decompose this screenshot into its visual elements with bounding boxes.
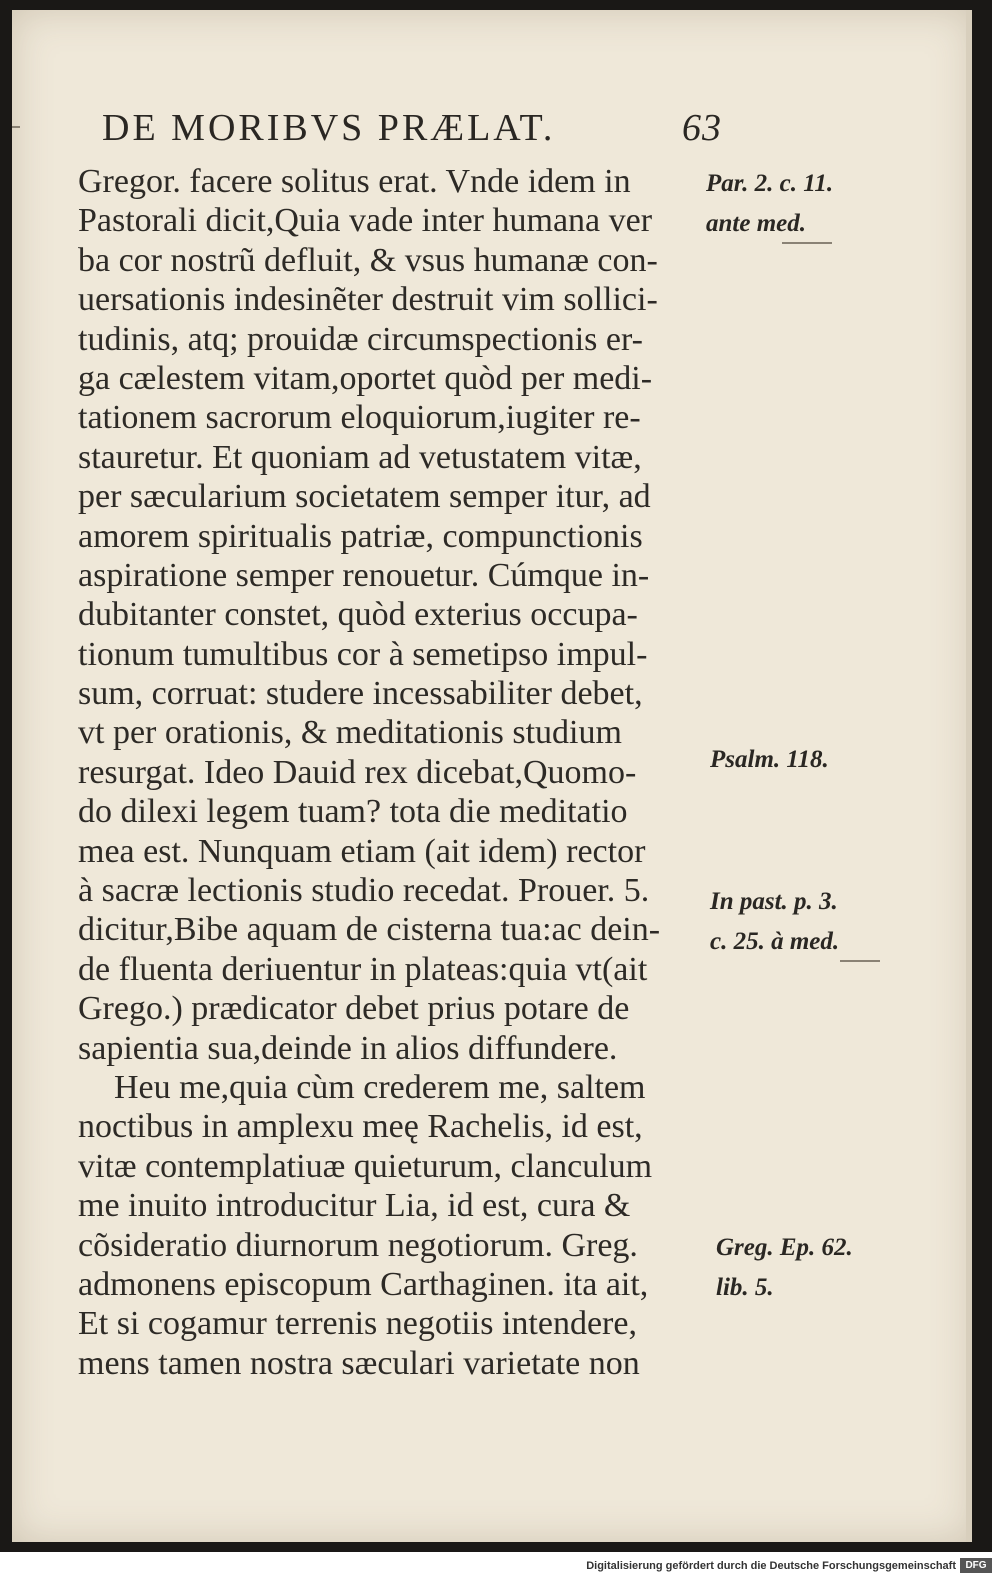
text-line: ga cælestem vitam,oportet quòd per medi- (78, 359, 653, 397)
text-line: Gregor. facere solitus erat. Vnde idem in (78, 163, 631, 200)
text-line: Et si cogamur terrenis negotiis intendere, (78, 1305, 637, 1343)
text-line: stauretur. Et quoniam ad vetustatem vitæ, (78, 438, 642, 476)
page-edge (966, 10, 972, 1542)
text-line: tationem sacrorum eloquiorum,iugiter re- (78, 399, 641, 437)
margin-note: lib. 5. (716, 1274, 774, 1301)
text-line: aspiratione semper renouetur. Cúmque in- (78, 556, 650, 594)
margin-note: Par. 2. c. 11. (706, 170, 834, 197)
footer-credit: Digitalisierung gefördert durch die Deutsche Forschungsgemeinschaft (586, 1560, 956, 1572)
margin-note: ante med. (706, 210, 806, 237)
ink-mark (782, 242, 832, 244)
text-line: me inuito introducitur Lia, id est, cura & (78, 1187, 631, 1225)
text-line: noctibus in amplexu meę Rachelis, id est, (78, 1108, 643, 1146)
dfg-logo-icon: DFG (960, 1558, 992, 1573)
running-title: DE MORIBVS PRÆLAT. (102, 107, 556, 149)
text-line: sapientia sua,deinde in alios diffundere. (78, 1029, 618, 1067)
running-header (102, 106, 722, 156)
ink-mark (840, 960, 880, 962)
text-line: Grego.) prædicator debet prius potare de (78, 990, 630, 1028)
text-line: vt per orationis, & meditationis studium (78, 714, 622, 752)
text-line: à sacræ lectionis studio recedat. Prouer. 5. (78, 872, 650, 910)
text-line: uersationis indesinẽter destruit vim sollici- (78, 281, 658, 319)
text-line: Pastorali dicit,Quia vade inter humana ver (78, 202, 653, 240)
paragraph-start-line: Heu me,quia cùm crederem me, saltem (114, 1068, 646, 1106)
text-line: admonens episcopum Carthaginen. ita ait, (78, 1265, 649, 1303)
text-line: resurgat. Ideo Dauid rex dicebat,Quomo- (78, 753, 637, 791)
text-line: dicitur,Bibe aquam de cisterna tua:ac dein- (78, 911, 661, 949)
text-line: tionum tumultibus cor à semetipso impul- (78, 635, 648, 673)
text-line: de fluenta deriuentur in plateas:quia vt(ait (78, 950, 648, 988)
text-line: ba cor nostrũ defluit, & vsus humanæ con- (78, 241, 658, 279)
text-line: amorem spiritualis patriæ, compunctionis (78, 517, 643, 555)
text-line: dubitanter constet, quòd exterius occupa- (78, 596, 638, 634)
text-line: mea est. Nunquam etiam (ait idem) rector (78, 832, 646, 870)
margin-note: Greg. Ep. 62. (716, 1234, 853, 1261)
digitization-footer (0, 1552, 1000, 1580)
text-line: cõsideratio diurnorum negotiorum. Greg. (78, 1226, 638, 1264)
book-page (12, 10, 972, 1542)
text-line: mens tamen nostra sæculari varietate non (78, 1344, 640, 1382)
page-number: 63 (682, 107, 722, 149)
margin-note: Psalm. 118. (710, 746, 829, 773)
margin-note: In past. p. 3. (710, 888, 838, 915)
text-line: tudinis, atq; prouidæ circumspectionis er- (78, 320, 643, 358)
text-line: do dilexi legem tuam? tota die meditatio (78, 793, 628, 831)
ink-mark (12, 126, 20, 128)
margin-note: c. 25. à med. (710, 928, 840, 955)
body-text (78, 162, 710, 1383)
text-line: sum, corruat: studere incessabiliter debet, (78, 675, 643, 713)
text-line: vitæ contemplatiuæ quieturum, clanculum (78, 1147, 653, 1185)
text-line: per sæcularium societatem semper itur, ad (78, 478, 651, 516)
